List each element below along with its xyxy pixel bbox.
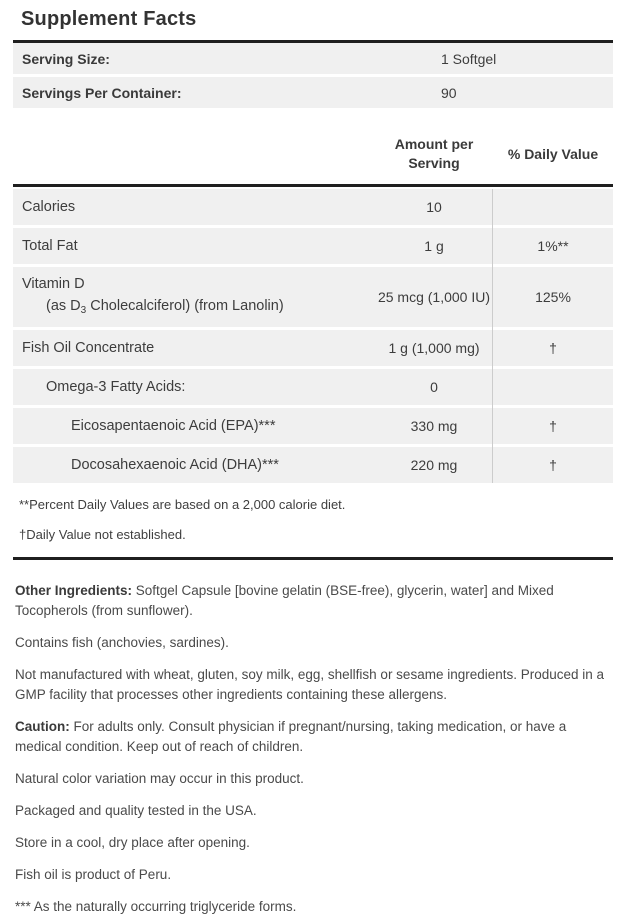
footnote-daily-values: **Percent Daily Values are based on a 2,000 calorie diet.: [19, 497, 346, 512]
header-rule: [13, 184, 613, 187]
table-row-total-fat: [13, 228, 613, 264]
additional-info: [13, 560, 613, 917]
table-row-dha: [13, 447, 613, 483]
nutrient-dv: 125%: [535, 289, 571, 305]
contains-fish-paragraph: Contains fish (anchovies, sardines).: [15, 635, 229, 650]
footnotes: [13, 483, 613, 557]
nutrient-name: Calories: [22, 199, 76, 215]
nutrient-amount: 1 g (1,000 mg): [388, 339, 480, 356]
nutrient-amount: 25 mcg (1,000 IU): [377, 288, 491, 305]
nutrients-table: [13, 189, 613, 483]
subscript-3: 3: [80, 304, 87, 316]
caution-paragraph: Caution: For adults only. Consult physician if pregnant/nursing, taking medication, or have a medical condition. Keep out of reach of children.: [15, 719, 567, 754]
nutrient-amount: 0: [430, 378, 438, 395]
nutrient-name: Docosahexaenoic Acid (DHA)***: [71, 457, 279, 473]
nutrient-dv: †: [549, 340, 557, 356]
table-row-omega3: [13, 369, 613, 405]
nutrient-amount: 1 g: [424, 237, 444, 254]
packaged-usa-paragraph: Packaged and quality tested in the USA.: [15, 803, 257, 818]
nutrient-name: Omega-3 Fatty Acids:: [46, 379, 186, 395]
storage-paragraph: Store in a cool, dry place after opening.: [15, 835, 250, 850]
daily-value-column-header: % Daily Value: [507, 146, 599, 162]
nutrient-amount: 220 mg: [410, 456, 458, 473]
color-variation-paragraph: Natural color variation may occur in this product.: [15, 771, 304, 786]
nutrient-amount: 10: [426, 198, 442, 215]
nutrient-name: [13, 274, 375, 321]
nutrient-dv: †: [549, 457, 557, 473]
nutrient-dv: †: [549, 418, 557, 434]
footnote-dagger: †Daily Value not established.: [19, 527, 186, 542]
origin-paragraph: Fish oil is product of Peru.: [15, 867, 172, 882]
nutrient-amount: 330 mg: [410, 417, 458, 434]
servings-per-container-label: Servings Per Container:: [22, 84, 182, 101]
table-row-vitamin-d: [13, 267, 613, 327]
nutrient-dv: 1%**: [537, 238, 569, 254]
page-title: Supplement Facts: [21, 8, 197, 30]
vitamin-d-source: (as $D_3$ Cholecalciferol) (from Lanolin): [46, 297, 284, 316]
table-row-epa: [13, 408, 613, 444]
column-headers: [13, 108, 613, 184]
serving-size-row: [13, 43, 613, 74]
other-ingredients-paragraph: Other Ingredients: Softgel Capsule [bovine gelatin (BSE-free), glycerin, water] and Mixed Tocopherols (from sunflower).: [15, 583, 554, 618]
triglyceride-note-paragraph: *** As the naturally occurring triglyceride forms.: [15, 899, 297, 914]
serving-size-value: 1 Softgel: [441, 50, 497, 67]
table-row-calories: [13, 189, 613, 225]
nutrient-name: Fish Oil Concentrate: [22, 340, 155, 356]
amount-column-header: Amount per Serving: [394, 136, 474, 171]
nutrient-name: Eicosapentaenoic Acid (EPA)***: [71, 418, 276, 434]
servings-per-container-value: 90: [441, 84, 457, 101]
serving-info-table: [13, 43, 613, 108]
serving-size-label: Serving Size:: [22, 50, 110, 67]
servings-per-container-row: [13, 77, 613, 108]
allergen-paragraph: Not manufactured with wheat, gluten, soy milk, egg, shellfish or sesame ingredients. Produced in a GMP facility that processes other ingredients containing these allergens.: [15, 667, 605, 702]
nutrient-name: Total Fat: [22, 238, 78, 254]
table-row-fish-oil: [13, 330, 613, 366]
vitamin-d-name: Vitamin D: [22, 275, 85, 292]
